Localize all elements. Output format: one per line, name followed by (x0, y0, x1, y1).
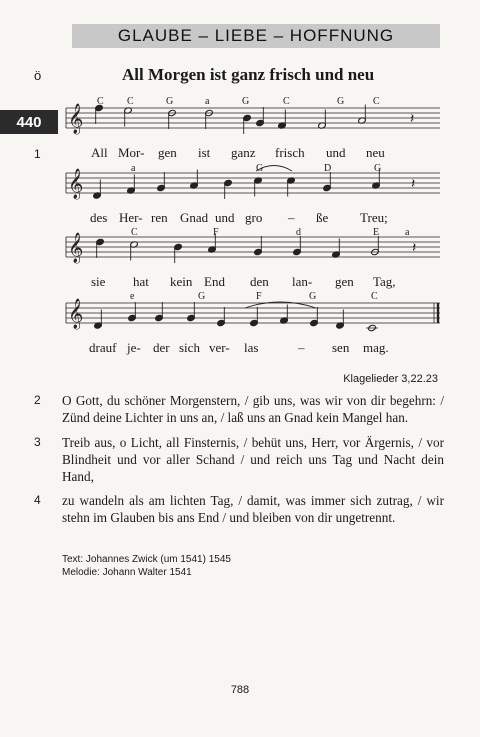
lyric-syllable: gen (158, 145, 177, 160)
page-number: 788 (230, 684, 250, 696)
verse-number: 3 (34, 435, 41, 449)
lyric-syllable: Treu; (360, 210, 388, 225)
lyric-syllable: End (204, 274, 225, 289)
verse-number: 2 (34, 393, 41, 407)
lyrics-line-3 (0, 274, 480, 290)
lyric-syllable: der (153, 340, 170, 355)
chord: C (127, 96, 134, 107)
lyric-syllable: gro (245, 210, 263, 225)
quarter-rest-icon: 𝄽 (410, 111, 415, 127)
lyric-syllable: und (215, 210, 235, 225)
lyric-syllable: las (244, 340, 259, 355)
lyric-syllable: frisch (275, 145, 305, 160)
lyric-syllable: Her- (119, 210, 143, 225)
section-title: GLAUBE – LIEBE – HOFFNUNG (117, 26, 395, 45)
lyric-syllable: gen (335, 274, 354, 289)
chord: C (373, 96, 380, 107)
lyric-syllable: sich (179, 340, 200, 355)
lyrics-line-2 (0, 210, 480, 226)
treble-clef-icon: 𝄞 (68, 104, 84, 134)
chord: G (198, 291, 206, 302)
scripture-reference: Klagelieder 3,22.23 (343, 373, 438, 385)
treble-clef-icon: 𝄞 (68, 169, 84, 199)
lyric-syllable: den (250, 274, 269, 289)
lyric-syllable: drauf (89, 340, 117, 355)
chord-row-3 (0, 227, 480, 243)
lyric-syllable: hat (133, 274, 149, 289)
chord: G (166, 96, 174, 107)
lyrics-line-4 (0, 340, 480, 356)
lyric-syllable: sie (91, 274, 106, 289)
lyric-syllable: des (90, 210, 108, 225)
verse-number: 4 (34, 493, 41, 507)
chord: G (309, 291, 317, 302)
lyric-syllable: ganz (231, 145, 256, 160)
verse-3 (34, 434, 444, 485)
chord: C (283, 96, 290, 107)
chord-row-1 (0, 96, 480, 112)
verse-2 (34, 392, 444, 426)
chord: G (337, 96, 345, 107)
chord: E (373, 227, 380, 238)
lyric-syllable: Mor- (118, 145, 145, 160)
lyric-syllable: ße (316, 210, 329, 225)
lyric-syllable: ren (151, 210, 168, 225)
chord: d (296, 227, 301, 238)
quarter-rest-icon: 𝄽 (411, 176, 416, 192)
melody-credit: Melodie: Johann Walter 1541 (62, 567, 192, 578)
lyrics-line-1 (0, 145, 480, 161)
treble-clef-icon: 𝄞 (68, 233, 84, 263)
chord: C (371, 291, 378, 302)
lyric-syllable: neu (366, 145, 385, 160)
verse-text: zu wandeln als am lichten Tag, / damit, was immer sich zutrag, / wir stehn im Glauben bis ans End / und bleiben von dir ungetrennt. (62, 493, 444, 525)
chord: F (213, 227, 219, 238)
chord: a (205, 96, 210, 107)
lyric-syllable: All (91, 145, 108, 160)
lyric-syllable: lan- (292, 274, 313, 289)
lyric-syllable: Tag, (373, 274, 396, 289)
chord: G (256, 163, 264, 174)
lyric-syllable: – (288, 210, 295, 225)
treble-clef-icon: 𝄞 (68, 299, 84, 329)
hymn-number: 440 (16, 113, 42, 131)
quarter-rest-icon: 𝄽 (412, 240, 417, 256)
verse-text: Treib aus, o Licht, all Finsternis, / behüt uns, Herr, vor Ärgernis, / vor Blindheit und vor aller Schand / und reich uns Tag und Nacht dein Hand, (62, 435, 444, 484)
lyric-syllable: Gnad (180, 210, 209, 225)
chord: C (97, 96, 104, 107)
verse-4 (34, 492, 444, 526)
song-title: All Morgen ist ganz frisch und neu (122, 65, 375, 84)
chord: G (374, 163, 382, 174)
song-mark: ö (34, 68, 42, 83)
chord: C (131, 227, 138, 238)
chord: G (242, 96, 250, 107)
text-credit: Text: Johannes Zwick (um 1541) 1545 (62, 554, 231, 565)
chord: D (324, 163, 332, 174)
credits (62, 553, 231, 579)
lyric-syllable: je- (127, 340, 141, 355)
lyric-syllable: – (298, 340, 305, 355)
chord: a (405, 227, 410, 238)
chord: e (130, 291, 135, 302)
verse-1-number: 1 (34, 147, 41, 161)
lyric-syllable: mag. (363, 340, 389, 355)
chord-row-4 (0, 291, 480, 307)
chord: a (131, 163, 136, 174)
lyric-syllable: ver- (209, 340, 230, 355)
lyric-syllable: kein (170, 274, 193, 289)
chord: F (256, 291, 262, 302)
lyric-syllable: ist (198, 145, 211, 160)
chord-row-2 (0, 163, 480, 179)
lyric-syllable: und (326, 145, 346, 160)
lyric-syllable: sen (332, 340, 350, 355)
verse-text: O Gott, du schöner Morgenstern, / gib uns, was wir von dir begehrn: / Zünd deine Lichter in uns an, / laß uns an Gnad kein Mangel han. (62, 393, 444, 425)
